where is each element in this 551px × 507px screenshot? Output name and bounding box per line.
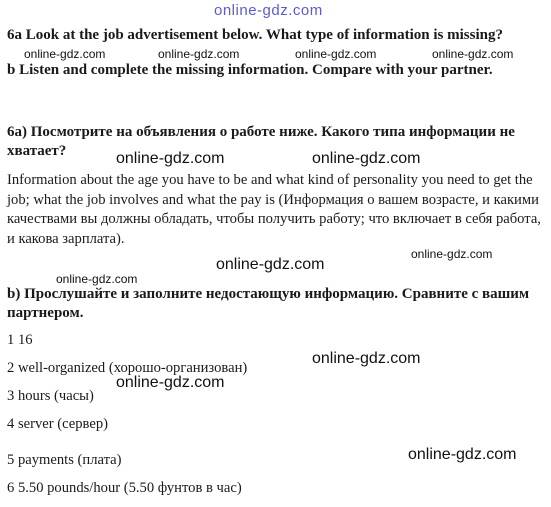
task-b-english: b Listen and complete the missing information. Compare with your partner.	[7, 62, 493, 78]
watermark-small: online-gdz.com	[56, 272, 138, 286]
answer-item: 2 well-organized (хорошо-организован)	[7, 360, 248, 376]
watermark-small: online-gdz.com	[24, 47, 106, 61]
task-b-russian: b) Прослушайте и заполните недостающую информацию. Сравните с вашим партнером.	[7, 286, 530, 321]
task-6a-russian: 6а) Посмотрите на объявления о работе ниже. Какого типа информации не хватает?	[7, 124, 515, 159]
watermark-large: online-gdz.com	[116, 150, 225, 167]
answer-item: 3 hours (часы)	[7, 388, 94, 404]
watermark-large: online-gdz.com	[116, 374, 225, 391]
watermark-small: online-gdz.com	[295, 47, 377, 61]
watermark-top: online-gdz.com	[214, 2, 323, 19]
watermark-small: online-gdz.com	[432, 47, 514, 61]
answer-item: 4 server (сервер)	[7, 416, 108, 432]
watermark-small: online-gdz.com	[158, 47, 240, 61]
watermark-large: online-gdz.com	[312, 350, 421, 367]
answer-6a-paragraph: Information about the age you have to be and what kind of personality you need to get the job; what the job involves and what the pay is (Информация о вашем возрасте, и какими качествами вы должны обладать, чтобы получить работу; что включает в себя работа, и какова зарплата).	[7, 172, 541, 247]
answer-item: 6 5.50 pounds/hour (5.50 фунтов в час)	[7, 480, 242, 496]
task-6a-english: 6a Look at the job advertisement below. What type of information is missing?	[7, 27, 503, 43]
watermark-large: online-gdz.com	[216, 256, 325, 273]
answer-item: 1 16	[7, 332, 33, 348]
watermark-large: online-gdz.com	[408, 446, 517, 463]
watermark-large: online-gdz.com	[312, 150, 421, 167]
watermark-small: online-gdz.com	[411, 247, 493, 261]
answer-item: 5 payments (плата)	[7, 452, 122, 468]
